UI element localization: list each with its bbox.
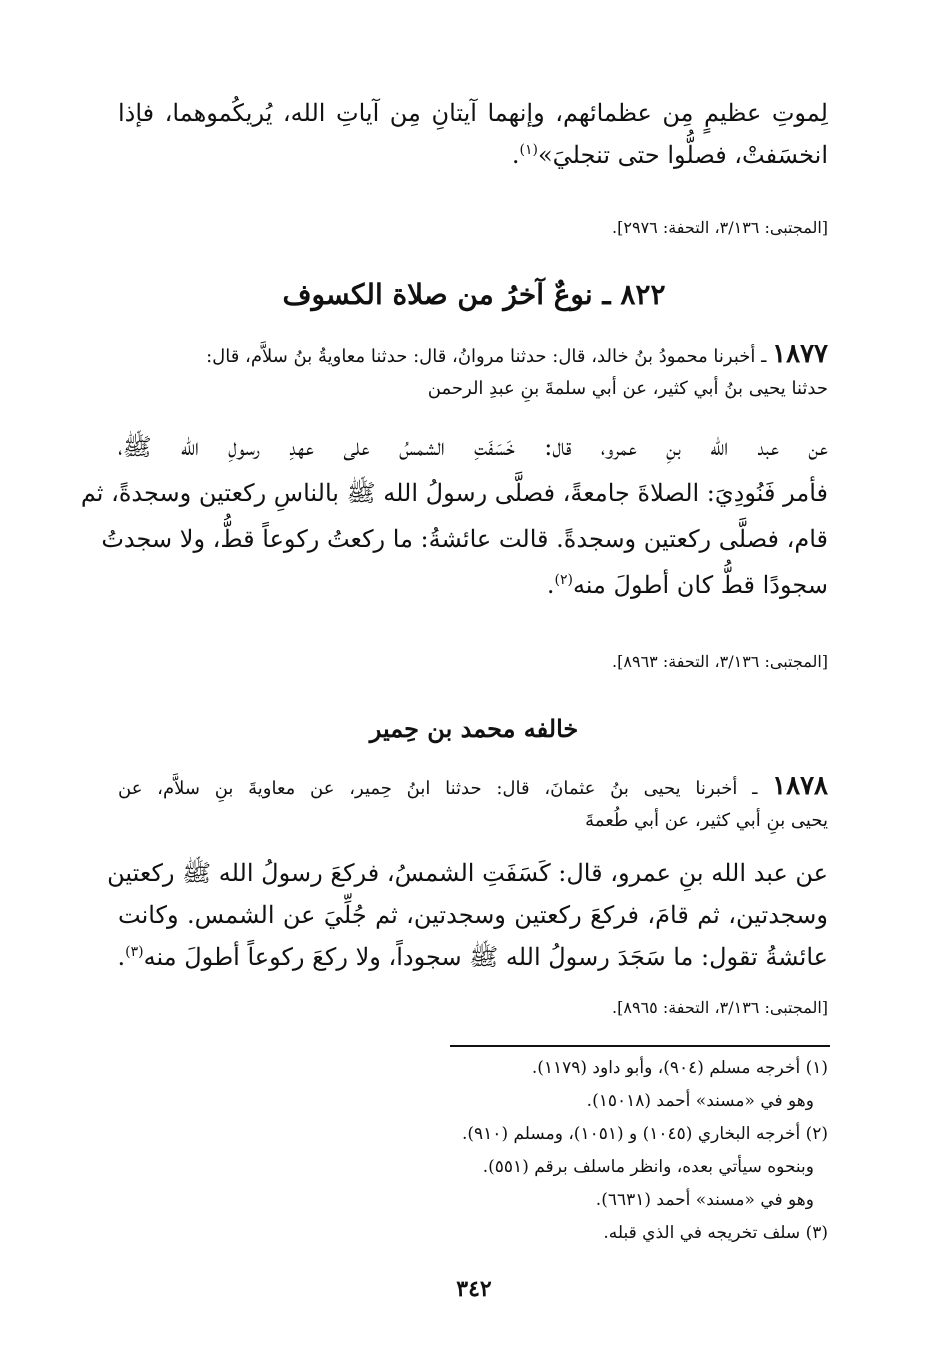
isnad-text: أخبرنا محمودُ بنُ خالد، قال: حدثنا مروانُ، قال: حدثنا معاويةُ بنُ سلاَّم، قال: [206, 346, 756, 367]
footnote-line: وهو في «مسند» أحمد (١٥٠١٨). [586, 1091, 814, 1111]
text-line: لِموتِ عظيمٍ مِن عظمائهم، وإنهما آيتانِ مِن آياتِ الله، يُريكُموهما، فإذا [118, 99, 828, 127]
text-line [118, 562, 828, 608]
section-heading: ٨٢٢ ـ نوعٌ آخرُ من صلاة الكسوف [282, 278, 666, 311]
isnad-line [118, 338, 828, 373]
footnote-line: (٢) أخرجه البخاري (١٠٤٥) و (١٠٥١)، ومسلم (٩١٠). [462, 1124, 828, 1144]
reference-line: [المجتبى: ٣/١٣٦، التحفة: ٨٩٦٥]. [612, 998, 828, 1017]
reference-line: [المجتبى: ٣/١٣٦، التحفة: ٢٩٧٦]. [612, 218, 828, 237]
hadith-1877-matn [80, 424, 828, 608]
footnote-line: (١) أخرجه مسلم (٩٠٤)، وأبو داود (١١٧٩). [531, 1058, 828, 1078]
isnad-text: أخبرنا يحيى بنُ عثمانَ، قال: حدثنا ابنُ حِمير، عن معاويةَ بنِ سلاَّم، عن [118, 778, 738, 799]
end-mark: . [117, 943, 126, 971]
reference-line: [المجتبى: ٣/١٣٦، التحفة: ٨٩٦٣]. [612, 652, 828, 671]
text-segment: سجودًا قطُّ كان أطولَ منه [572, 571, 828, 599]
end-mark: . [511, 141, 520, 169]
separator: ـ [737, 778, 773, 799]
footnote-line: وهو في «مسند» أحمد (٦٦٣١). [595, 1190, 814, 1210]
isnad-line: حدثنا يحيى بنُ أبي كثير، عن أبي سلمةَ بنِ عبدِ الرحمن [427, 378, 828, 399]
footnote-divider [450, 1045, 830, 1047]
separator: ـ [755, 346, 773, 367]
hadith-number: ١٨٧٨ [772, 771, 828, 801]
footnote-marker: (٢) [554, 572, 573, 588]
isnad-line [118, 770, 828, 805]
text-line: فأمر فَنُودِيَ: الصلاةَ جامعةً، فصلَّى رسولُ الله ﷺ بالناسِ ركعتين وسجدةً، ثم [80, 479, 828, 507]
page-number: ٣٤٢ [456, 1276, 492, 1302]
isnad-line: يحيى بنِ أبي كثير، عن أبي طُعمةَ [585, 810, 828, 831]
footnote-marker: (١) [519, 142, 538, 158]
hadith-1877 [118, 338, 828, 405]
hadith-number: ١٨٧٧ [772, 339, 828, 369]
footnote-line: وبنحوه سيأتي بعده، وانظر ماسلف برقم (٥٥١). [482, 1157, 814, 1177]
text-line [118, 134, 828, 176]
text-line: قام، فصلَّى ركعتين وسجدةً. قالت عائشةُ: ما ركعتُ ركوعاً قطُّ، ولا سجدتُ [101, 525, 828, 553]
hadith-1878-matn [107, 852, 829, 978]
text-line: عن عبد الله بنِ عمرو، قال: خَسَفَتِ الشمسُ على عهدِ رسولِ الله ﷺ، [118, 433, 828, 461]
text-line: عن عبد الله بنِ عمرو، قال: كَسَفَتِ الشمسُ، فركعَ رسولُ الله ﷺ ركعتين [107, 859, 828, 887]
text-line: وسجدتين، ثم قامَ، فركعَ ركعتين وسجدتين، ثم جُلِّيَ عن الشمس. وكانت [118, 901, 829, 929]
sub-heading: خالفه محمد بن حِمير [369, 714, 579, 743]
top-passage [118, 92, 828, 176]
text-segment: عائشةُ تقول: ما سَجَدَ رسولُ الله ﷺ سجوداً، ولا ركعَ ركوعاً أطولَ منه [143, 943, 828, 971]
footnotes [368, 1052, 828, 1250]
footnote-line: (٣) سلف تخريجه في الذي قبله. [603, 1223, 828, 1243]
footnote-marker: (٣) [125, 944, 144, 960]
hadith-1878 [118, 770, 828, 837]
text-line [118, 936, 828, 978]
text-segment: انخسَفتْ، فصلُّوا حتى تنجليَ» [537, 141, 828, 169]
end-mark: . [546, 571, 555, 599]
